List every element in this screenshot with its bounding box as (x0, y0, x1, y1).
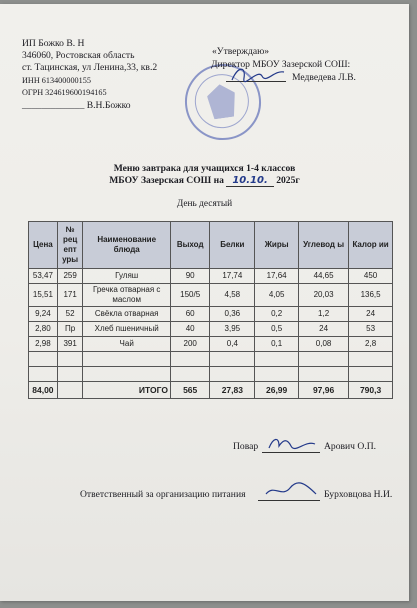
responsible-label: Ответственный за организацию питания (80, 489, 246, 500)
cell-recipe: Пр (57, 322, 83, 337)
menu-subtitle (0, 175, 409, 187)
total-carbs: 97,96 (299, 382, 349, 399)
cell-protein: 0,36 (210, 307, 255, 322)
document-sheet (0, 4, 409, 601)
cell-portion: 90 (170, 269, 209, 284)
menu-day: День десятый (176, 199, 233, 209)
entrepreneur-name: ИП Божко В. Н (22, 38, 85, 49)
cook-signature-icon (265, 432, 319, 454)
col-header-portion: Выход (170, 222, 209, 269)
cell-fat: 0,1 (255, 337, 299, 352)
col-header-calories: Калор ии (349, 222, 393, 269)
entrepreneur-address: 346060, Ростовская область (22, 50, 135, 61)
total-fat: 26,99 (255, 382, 299, 399)
cell-fat: 0,5 (255, 322, 299, 337)
menu-table (28, 221, 393, 399)
entrepreneur-inn: ИНН 613400000155 (22, 76, 91, 85)
responsible-signature-icon (262, 480, 320, 502)
director-signature-icon (228, 62, 288, 86)
cell-dish: Свёкла отварная (83, 307, 171, 322)
cell-recipe: 259 (57, 269, 83, 284)
cell-dish: Гуляш (83, 269, 171, 284)
total-label: ИТОГО (83, 382, 171, 399)
col-header-fat: Жиры (255, 222, 299, 269)
cell-price: 53,47 (29, 269, 58, 284)
cell-portion: 200 (170, 337, 209, 352)
cell-calories: 450 (349, 269, 393, 284)
total-price: 84,00 (29, 382, 58, 399)
year: 2025г (276, 175, 300, 186)
table-empty-row (29, 352, 393, 367)
director-title: Директор МБОУ Зазерской СОШ: (211, 59, 351, 70)
col-header-protein: Белки (210, 222, 255, 269)
cook-name: Арович О.П. (324, 441, 377, 452)
total-calories: 790,3 (349, 382, 393, 399)
cell-portion: 40 (170, 322, 209, 337)
menu-title: Меню завтрака для учащихся 1-4 классов (113, 163, 296, 174)
responsible-name: Бурховцова Н.И. (324, 489, 393, 500)
cell-price: 2,80 (29, 322, 58, 337)
entrepreneur-street: ст. Тацинская, ул Ленина,33, кв.2 (22, 62, 158, 73)
cell-calories: 136,5 (349, 284, 393, 307)
cell-carbs: 44,65 (299, 269, 349, 284)
cell-dish: Гречка отварная с маслом (83, 284, 171, 307)
cell-protein: 0,4 (210, 337, 255, 352)
col-header-price: Цена (29, 222, 58, 269)
table-row (29, 284, 393, 307)
table-row (29, 307, 393, 322)
director-name: Медведева Л.В. (292, 72, 356, 83)
cell-protein: 17,74 (210, 269, 255, 284)
table-empty-row (29, 367, 393, 382)
cook-label: Повар (233, 441, 259, 452)
cell-calories: 53 (349, 322, 393, 337)
cell-protein: 4,58 (210, 284, 255, 307)
cell-protein: 3,95 (210, 322, 255, 337)
cell-dish: Хлеб пшеничный (83, 322, 171, 337)
col-header-dish: Наименование блюда (83, 222, 171, 269)
table-row (29, 337, 393, 352)
menu-date: 10.10. (226, 175, 273, 187)
col-header-recipe: № рец епт уры (57, 222, 83, 269)
cell-carbs: 1,2 (299, 307, 349, 322)
col-header-carbs: Углевод ы (299, 222, 349, 269)
entrepreneur-signer: _____________ В.Н.Божко (22, 100, 131, 111)
cell-carbs: 20,03 (299, 284, 349, 307)
cell-fat: 0,2 (255, 307, 299, 322)
total-portion: 565 (170, 382, 209, 399)
cell-price: 9,24 (29, 307, 58, 322)
cell-carbs: 0,08 (299, 337, 349, 352)
cell-calories: 24 (349, 307, 393, 322)
cell-carbs: 24 (299, 322, 349, 337)
cell-price: 15,51 (29, 284, 58, 307)
cell-price: 2,98 (29, 337, 58, 352)
table-header-row (29, 222, 393, 269)
cell-recipe: 52 (57, 307, 83, 322)
cell-calories: 2,8 (349, 337, 393, 352)
approve-heading: «Утверждаю» (212, 46, 270, 57)
cell-portion: 150/5 (170, 284, 209, 307)
total-protein: 27,83 (210, 382, 255, 399)
cell-dish: Чай (83, 337, 171, 352)
cell-fat: 4,05 (255, 284, 299, 307)
total-recipe (57, 382, 83, 399)
school-name: МБОУ Зазерская СОШ на (109, 175, 224, 186)
table-row (29, 322, 393, 337)
table-row (29, 269, 393, 284)
cell-recipe: 391 (57, 337, 83, 352)
cell-fat: 17,64 (255, 269, 299, 284)
cell-portion: 60 (170, 307, 209, 322)
table-total-row (29, 382, 393, 399)
cell-recipe: 171 (57, 284, 83, 307)
entrepreneur-ogrn: ОГРН 324619600194165 (22, 88, 107, 97)
